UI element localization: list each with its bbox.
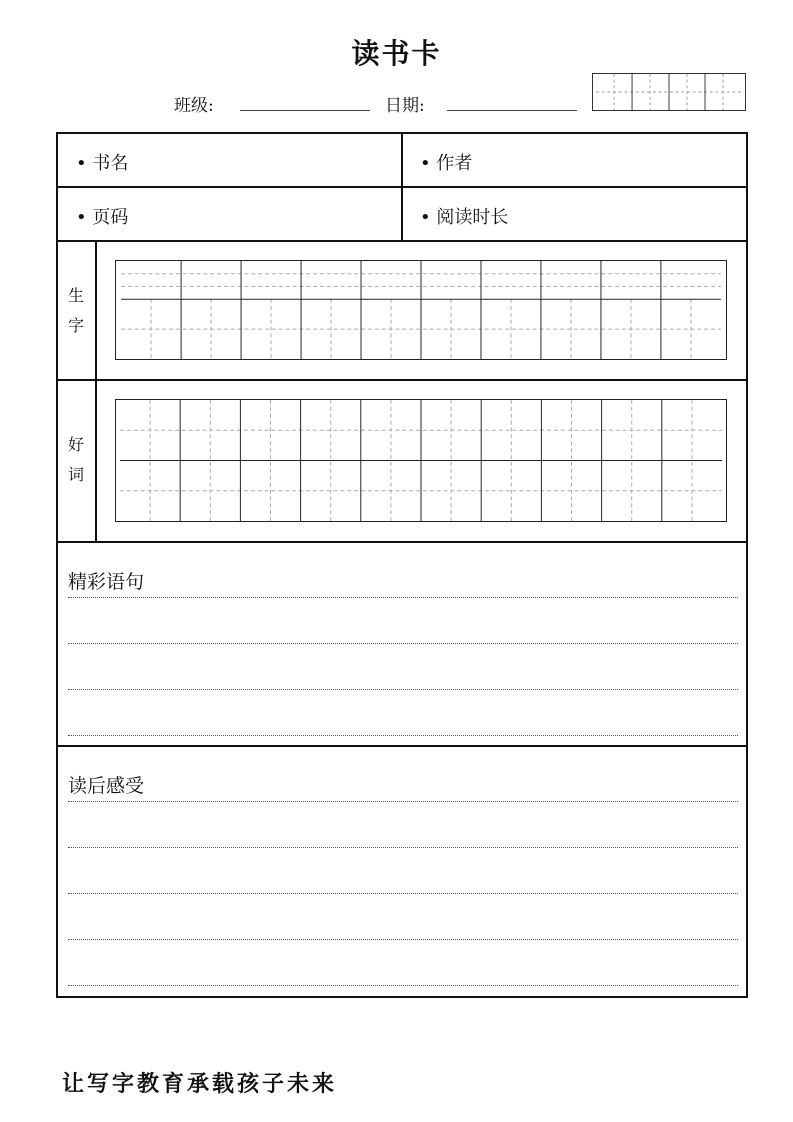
writing-line[interactable] bbox=[68, 847, 738, 848]
good-words-label: 好词 bbox=[67, 435, 84, 484]
class-label: 班级: bbox=[174, 96, 214, 116]
new-chars-label: 生字 bbox=[67, 286, 84, 335]
good-words-grid[interactable] bbox=[115, 399, 727, 522]
page-title: 读书卡 bbox=[351, 37, 442, 70]
date-input-line[interactable] bbox=[447, 110, 577, 111]
footer-slogan: 让写字教育承载孩子未来 bbox=[62, 1071, 338, 1097]
reflection-title: 读后感受 bbox=[68, 775, 145, 797]
rating-grid[interactable] bbox=[592, 73, 746, 111]
writing-line[interactable] bbox=[68, 689, 738, 690]
divider bbox=[56, 745, 748, 747]
writing-line[interactable] bbox=[68, 801, 738, 802]
author-field[interactable]: • 作者 bbox=[420, 153, 473, 174]
page-field[interactable]: • 页码 bbox=[76, 207, 129, 228]
writing-line[interactable] bbox=[68, 893, 738, 894]
divider bbox=[56, 541, 748, 543]
divider bbox=[56, 379, 748, 381]
writing-line[interactable] bbox=[68, 597, 738, 598]
divider bbox=[95, 240, 97, 542]
new-chars-grid[interactable] bbox=[115, 260, 727, 360]
date-label: 日期: bbox=[385, 96, 425, 116]
writing-line[interactable] bbox=[68, 643, 738, 644]
sentences-title: 精彩语句 bbox=[68, 571, 145, 593]
class-input-line[interactable] bbox=[240, 110, 370, 111]
divider bbox=[401, 132, 403, 242]
writing-line[interactable] bbox=[68, 939, 738, 940]
writing-line[interactable] bbox=[68, 735, 738, 736]
book-name-field[interactable]: • 书名 bbox=[76, 153, 129, 174]
writing-line[interactable] bbox=[68, 985, 738, 986]
reading-time-field[interactable]: • 阅读时长 bbox=[420, 207, 509, 228]
